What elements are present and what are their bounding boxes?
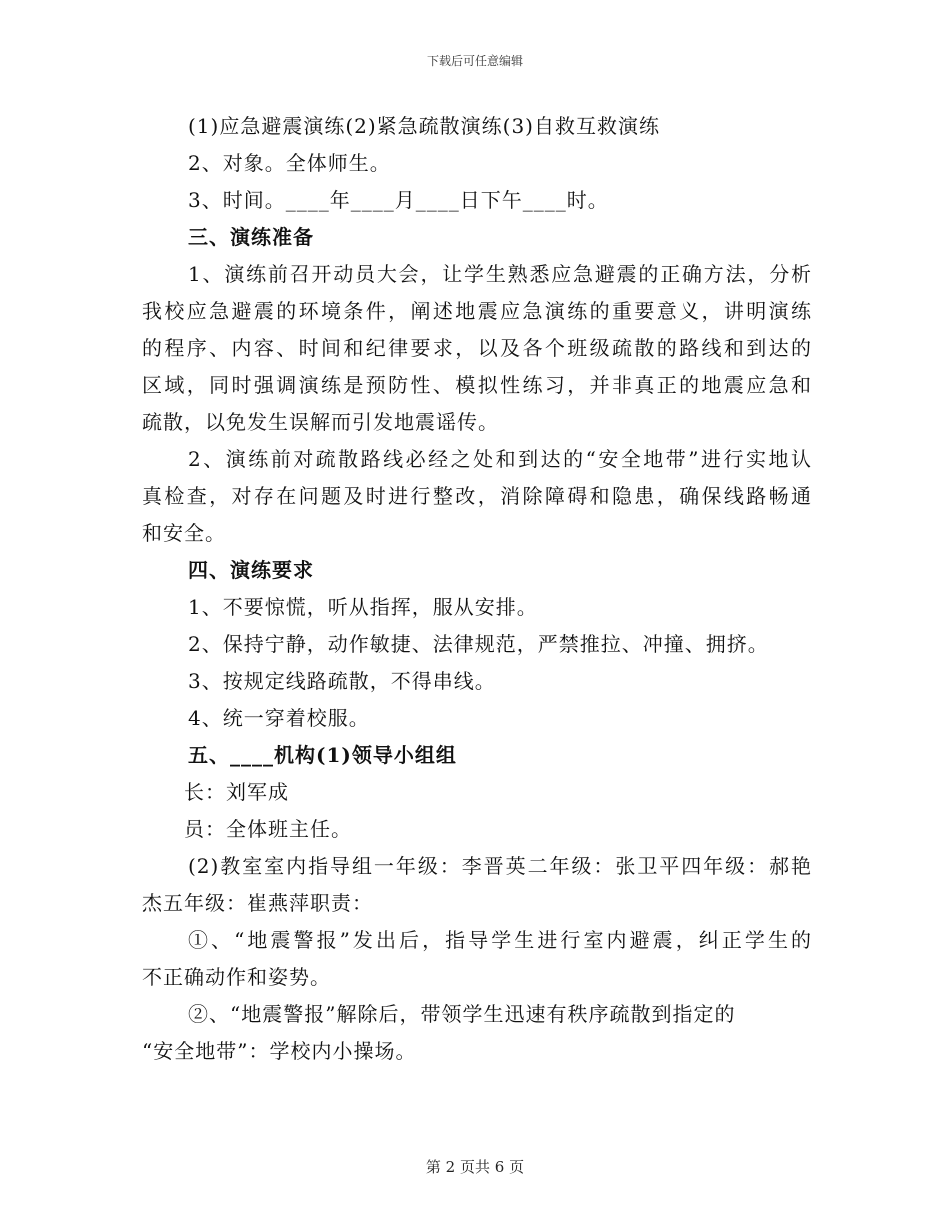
document-line: 区域，同时强调演练是预防性、模拟性练习，并非真正的地震应急和 <box>142 373 812 397</box>
document-line: 疏散，以免发生误解而引发地震谣传。 <box>142 410 499 434</box>
document-line: 我校应急避震的环境条件，阐述地震应急演练的重要意义，讲明演练 <box>142 299 812 323</box>
document-line: (1)应急避震演练(2)紧急疏散演练(3)自救互救演练 <box>188 114 660 138</box>
document-line: 三、演练准备 <box>188 225 314 249</box>
document-line: 3、按规定线路疏散，不得串线。 <box>188 669 496 693</box>
document-line: 1、不要惊慌，听从指挥，服从安排。 <box>188 595 538 619</box>
document-line: 和安全。 <box>142 521 226 545</box>
document-line: 真检查，对存在问题及时进行整改，消除障碍和隐患，确保线路畅通 <box>142 484 812 508</box>
document-line: 不正确动作和姿势。 <box>142 965 331 989</box>
document-line: ①、“地震警报”发出后，指导学生进行室内避震，纠正学生的 <box>188 928 812 952</box>
document-line: 五、____机构(1)领导小组组 <box>188 743 457 767</box>
document-line: 2、对象。全体师生。 <box>188 151 391 175</box>
document-line: ②、“地震警报”解除后，带领学生迅速有秩序疏散到指定的 <box>188 1002 736 1026</box>
document-body <box>142 108 812 1070</box>
document-line: 4、统一穿着校服。 <box>188 706 370 730</box>
page-footer: 第 2 页共 6 页 <box>425 1158 525 1176</box>
document-line: 杰五年级：崔燕萍职责： <box>142 891 373 915</box>
page-header: 下载后可任意编辑 <box>426 54 523 68</box>
document-line: 3、时间。____年____月____日下午____时。 <box>188 188 609 212</box>
document-line: 的程序、内容、时间和纪律要求，以及各个班级疏散的路线和到达的 <box>142 336 812 360</box>
document-line: 员：全体班主任。 <box>184 817 352 841</box>
document-line: 2、保持宁静，动作敏捷、法律规范，严禁推拉、冲撞、拥挤。 <box>188 632 769 656</box>
document-line: 1、演练前召开动员大会，让学生熟悉应急避震的正确方法，分析 <box>188 262 812 286</box>
document-line: “安全地带”：学校内小操场。 <box>142 1039 417 1063</box>
document-line: 长：刘军成 <box>184 780 289 804</box>
document-line: (2)教室室内指导组一年级：李晋英二年级：张卫平四年级：郝艳 <box>188 854 812 878</box>
document-line: 四、演练要求 <box>188 558 314 582</box>
document-line: 2、演练前对疏散路线必经之处和到达的“安全地带”进行实地认 <box>188 447 812 471</box>
